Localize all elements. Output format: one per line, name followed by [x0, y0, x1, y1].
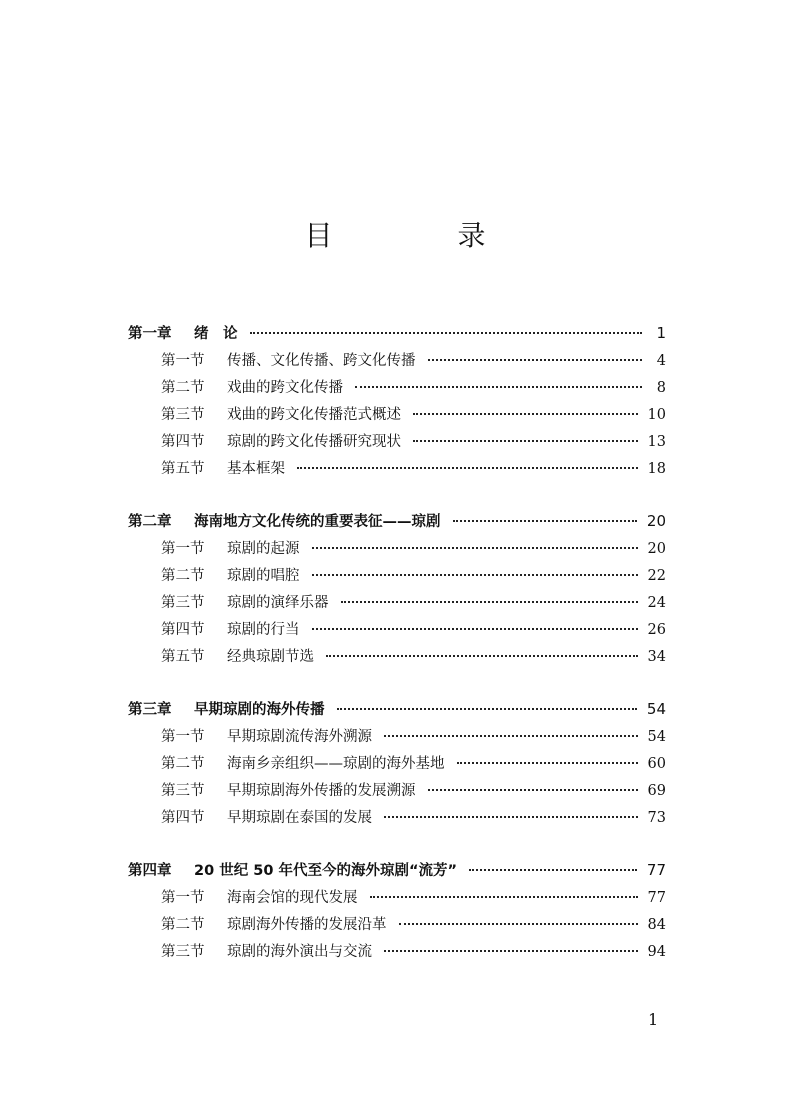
chapter-entry [128, 698, 666, 725]
section-entry-title: 琼剧海外传播的发展沿革 [227, 917, 387, 933]
section-entry [128, 430, 666, 457]
section-entry-title: 戏曲的跨文化传播范式概述 [227, 407, 401, 423]
chapter-entry-number: 第一章 [128, 326, 172, 342]
chapter-block [128, 859, 666, 967]
section-entry-number: 第一节 [161, 541, 205, 557]
section-entry-page: 10 [647, 407, 666, 423]
dot-leader [413, 440, 638, 442]
section-entry-page: 8 [656, 380, 666, 396]
dot-leader [384, 735, 638, 737]
section-entry-title: 琼剧的行当 [227, 622, 300, 638]
chapter-entry-title: 早期琼剧的海外传播 [194, 702, 325, 718]
section-entry-number: 第一节 [161, 353, 205, 369]
dot-leader [453, 520, 637, 522]
dot-leader [337, 708, 637, 710]
section-entry [128, 403, 666, 430]
dot-leader [384, 950, 638, 952]
section-entry-page: 18 [647, 461, 666, 477]
dot-leader [413, 413, 638, 415]
section-entry-page: 73 [647, 810, 666, 826]
table-of-contents [128, 322, 666, 993]
chapter-entry-number: 第三章 [128, 702, 172, 718]
dot-leader [312, 574, 638, 576]
chapter-entry [128, 322, 666, 349]
chapter-entry-title: 绪 论 [194, 326, 238, 342]
dot-leader [250, 332, 643, 334]
section-entry [128, 913, 666, 940]
section-entry-number: 第二节 [161, 917, 205, 933]
section-entry [128, 618, 666, 645]
section-entry [128, 886, 666, 913]
section-entry-title: 经典琼剧节选 [227, 649, 314, 665]
dot-leader [297, 467, 638, 469]
section-entry-page: 69 [647, 783, 666, 799]
section-entry [128, 537, 666, 564]
section-entry-title: 琼剧的起源 [227, 541, 300, 557]
section-entry [128, 457, 666, 484]
page-number: 1 [648, 1010, 659, 1029]
section-entry-title: 早期琼剧流传海外溯源 [227, 729, 372, 745]
section-entry [128, 591, 666, 618]
chapter-entry-number: 第二章 [128, 514, 172, 530]
section-entry [128, 940, 666, 967]
dot-leader [370, 896, 638, 898]
section-entry [128, 376, 666, 403]
section-entry-number: 第三节 [161, 783, 205, 799]
chapter-entry-page: 77 [646, 861, 666, 879]
section-entry-title: 琼剧的跨文化传播研究现状 [227, 434, 401, 450]
section-entry [128, 779, 666, 806]
section-entry-page: 24 [647, 595, 666, 611]
section-entry [128, 645, 666, 672]
section-entry-title: 琼剧的海外演出与交流 [227, 944, 372, 960]
section-entry-page: 77 [647, 890, 666, 906]
section-entry-number: 第三节 [161, 944, 205, 960]
section-entry-title: 传播、文化传播、跨文化传播 [227, 353, 416, 369]
section-entry-title: 琼剧的唱腔 [227, 568, 300, 584]
chapter-block [128, 698, 666, 833]
section-entry-title: 早期琼剧海外传播的发展溯源 [227, 783, 416, 799]
section-entry-page: 94 [647, 944, 666, 960]
section-entry-number: 第三节 [161, 407, 205, 423]
section-entry-page: 26 [647, 622, 666, 638]
dot-leader [341, 601, 638, 603]
section-entry-page: 60 [647, 756, 666, 772]
chapter-entry-page: 1 [656, 324, 666, 342]
chapter-entry [128, 510, 666, 537]
dot-leader [326, 655, 638, 657]
dot-leader [428, 359, 643, 361]
section-entry-number: 第三节 [161, 595, 205, 611]
section-entry-title: 海南乡亲组织——琼剧的海外基地 [227, 756, 445, 772]
dot-leader [355, 386, 642, 388]
chapter-entry-title: 20 世纪 50 年代至今的海外琼剧“流芳” [194, 863, 458, 879]
section-entry-page: 54 [647, 729, 666, 745]
chapter-entry [128, 859, 666, 886]
section-entry-number: 第五节 [161, 649, 205, 665]
section-entry-number: 第五节 [161, 461, 205, 477]
section-entry-number: 第四节 [161, 434, 205, 450]
dot-leader [428, 789, 638, 791]
section-entry-page: 22 [647, 568, 666, 584]
section-entry-title: 戏曲的跨文化传播 [227, 380, 343, 396]
section-entry-page: 34 [647, 649, 666, 665]
section-entry-number: 第四节 [161, 810, 205, 826]
section-entry-page: 84 [647, 917, 666, 933]
section-entry-page: 13 [647, 434, 666, 450]
toc-title: 目 录 [304, 219, 544, 252]
dot-leader [399, 923, 638, 925]
dot-leader [312, 547, 638, 549]
chapter-block [128, 510, 666, 672]
section-entry-title: 琼剧的演绎乐器 [227, 595, 329, 611]
section-entry [128, 349, 666, 376]
section-entry [128, 752, 666, 779]
section-entry [128, 725, 666, 752]
section-entry-number: 第二节 [161, 380, 205, 396]
section-entry-title: 海南会馆的现代发展 [227, 890, 358, 906]
section-entry-number: 第一节 [161, 729, 205, 745]
section-entry [128, 806, 666, 833]
section-entry-title: 基本框架 [227, 461, 285, 477]
chapter-entry-title: 海南地方文化传统的重要表征——琼剧 [194, 514, 441, 530]
dot-leader [457, 762, 638, 764]
section-entry-number: 第二节 [161, 756, 205, 772]
chapter-entry-page: 54 [646, 700, 666, 718]
chapter-entry-page: 20 [646, 512, 666, 530]
dot-leader [384, 816, 638, 818]
section-entry-number: 第四节 [161, 622, 205, 638]
section-entry-page: 20 [647, 541, 666, 557]
dot-leader [312, 628, 638, 630]
section-entry-title: 早期琼剧在泰国的发展 [227, 810, 372, 826]
chapter-entry-number: 第四章 [128, 863, 172, 879]
dot-leader [469, 869, 637, 871]
section-entry [128, 564, 666, 591]
chapter-block [128, 322, 666, 484]
section-entry-number: 第二节 [161, 568, 205, 584]
section-entry-page: 4 [656, 353, 666, 369]
section-entry-number: 第一节 [161, 890, 205, 906]
